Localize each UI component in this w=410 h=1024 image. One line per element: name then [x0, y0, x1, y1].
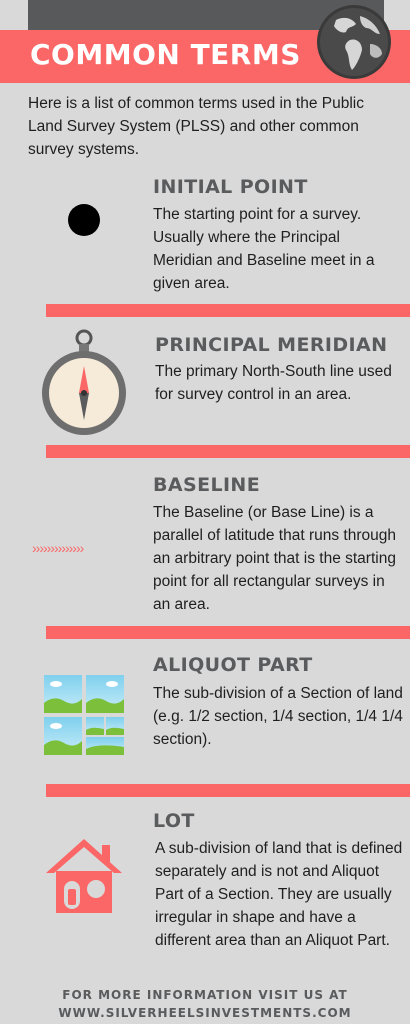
term-title-principal-meridian: PRINCIPAL MERIDIAN [155, 334, 388, 356]
term-desc-initial-point: The starting point for a survey. Usually where the Principal Meridian and Baseline meet in a given area. [153, 206, 375, 292]
dot-icon [67, 203, 101, 237]
term-desc-baseline: The Baseline (or Base Line) is a parallel of latitude that runs through an arbitrary point that is the starting point for all rectangular surveys in an area. [153, 504, 396, 613]
footer-website-link[interactable]: WWW.SILVERHEELSINVESTMENTS.COM [58, 1006, 352, 1020]
divider [46, 445, 410, 458]
globe-icon [316, 4, 392, 80]
landscape-grid-icon [44, 675, 124, 755]
house-icon [42, 835, 126, 915]
term-desc-principal-meridian: The primary North-South line used for survey control in an area. [155, 363, 392, 403]
term-title-aliquot-part: ALIQUOT PART [153, 654, 313, 676]
divider [46, 626, 410, 639]
term-desc-aliquot-part: The sub-division of a Section of land (e.g. 1/2 section, 1/4 section, 1/4 1/4 section). [153, 685, 403, 748]
term-title-baseline: BASELINE [153, 474, 261, 496]
page-title: COMMON TERMS [30, 38, 301, 71]
intro-text: Here is a list of common terms used in the Public Land Survey System (PLSS) and other common survey systems. [28, 95, 364, 158]
term-title-initial-point: INITIAL POINT [153, 176, 308, 198]
term-title-lot: LOT [153, 810, 195, 832]
divider [46, 784, 410, 797]
footer-line-1: FOR MORE INFORMATION VISIT US AT [62, 988, 348, 1002]
compass-icon [40, 328, 128, 438]
term-desc-lot: A sub-division of land that is defined separately and is not and Aliquot Part of a Section. They are usually irregular in shape and have a different area than an Aliquot Part. [155, 840, 403, 949]
divider [46, 304, 410, 317]
chevrons-icon: ›››››››››››››› [32, 540, 84, 556]
